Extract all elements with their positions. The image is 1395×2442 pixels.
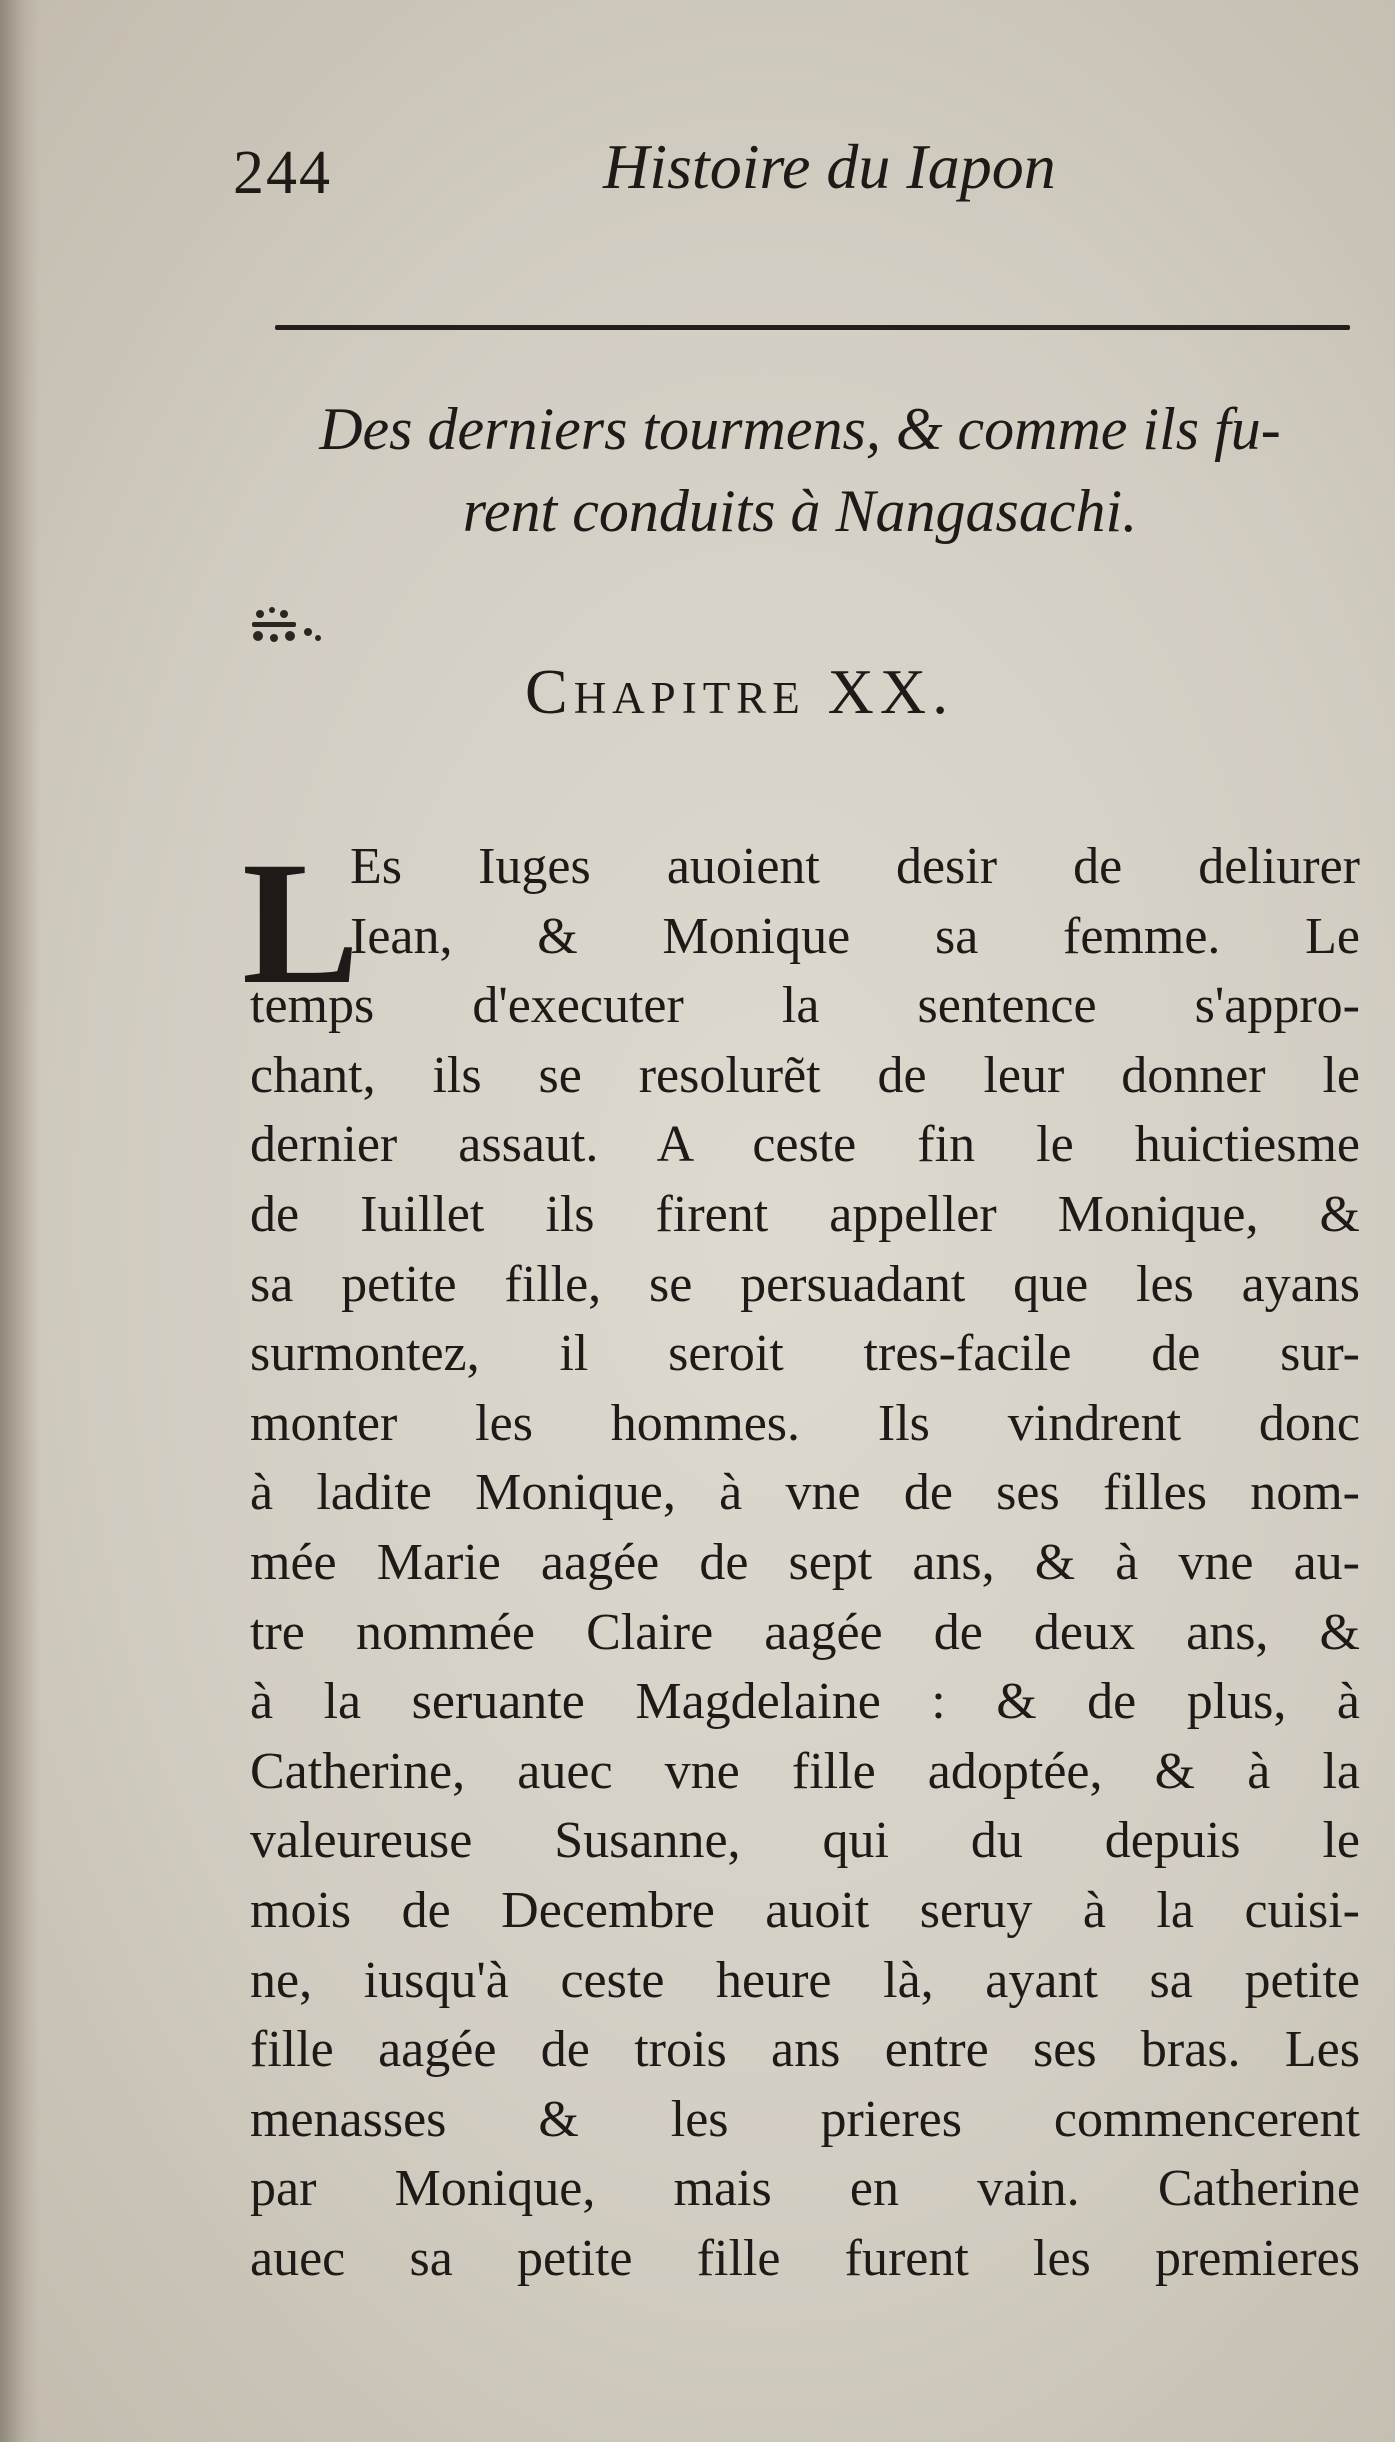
text-line: Iean, & Monique sa femme. Le bbox=[350, 907, 1360, 965]
text-line: Es Iuges auoient desir de deliurer bbox=[350, 838, 1360, 895]
drop-cap: L bbox=[242, 826, 360, 1021]
text-line: valeureuse Susanne, qui du depuis le bbox=[250, 1812, 1360, 1870]
chapter-body bbox=[242, 826, 1360, 2293]
running-title: Histoire du Iapon bbox=[603, 131, 1056, 202]
text-line: menasses & les prieres commencerent bbox=[250, 2090, 1360, 2148]
text-line: auec sa petite fille furent les premieres bbox=[250, 2229, 1360, 2287]
page-gutter-shadow bbox=[0, 0, 40, 2442]
text-line: mée Marie aagée de sept ans, & à vne au- bbox=[250, 1533, 1360, 1591]
text-line: temps d'executer la sentence s'appro- bbox=[250, 977, 1360, 1035]
chapter-number: Chapitre XX. bbox=[525, 656, 955, 727]
text-line: monter les hommes. Ils vindrent donc bbox=[250, 1394, 1360, 1452]
chapter-heading bbox=[240, 388, 1360, 552]
text-line: surmontez, il seroit tres-facile de sur- bbox=[250, 1325, 1360, 1383]
text-line: sa petite fille, se persuadant que les ayans bbox=[250, 1255, 1360, 1313]
page-header bbox=[233, 120, 1353, 230]
page-number: 244 bbox=[233, 139, 332, 207]
printers-ornament-icon bbox=[246, 600, 326, 650]
chapter-heading-line: Des derniers tourmens, & comme ils fu- bbox=[319, 396, 1281, 462]
text-line: à ladite Monique, à vne de ses filles nom- bbox=[250, 1464, 1360, 1522]
text-line: par Monique, mais en vain. Catherine bbox=[250, 2160, 1360, 2218]
chapter-heading-line: rent conduits à Nangasachi. bbox=[462, 478, 1138, 544]
text-line: mois de Decembre auoit seruy à la cuisi- bbox=[250, 1881, 1360, 1939]
text-line: tre nommée Claire aagée de deux ans, & bbox=[250, 1603, 1360, 1661]
text-line: ne, iusqu'à ceste heure là, ayant sa petite bbox=[250, 1951, 1360, 2009]
text-line: dernier assaut. A ceste fin le huictiesme bbox=[250, 1116, 1360, 1174]
text-line: chant, ils se resolurẽt de leur donner le bbox=[250, 1046, 1360, 1104]
text-line: fille aagée de trois ans entre ses bras. Les bbox=[250, 2021, 1360, 2079]
text-line: à la seruante Magdelaine : & de plus, à bbox=[250, 1673, 1360, 1731]
text-line: de Iuillet ils firent appeller Monique, & bbox=[250, 1185, 1360, 1243]
text-line: Catherine, auec vne fille adoptée, & à la bbox=[250, 1742, 1360, 1800]
header-rule bbox=[275, 325, 1350, 330]
